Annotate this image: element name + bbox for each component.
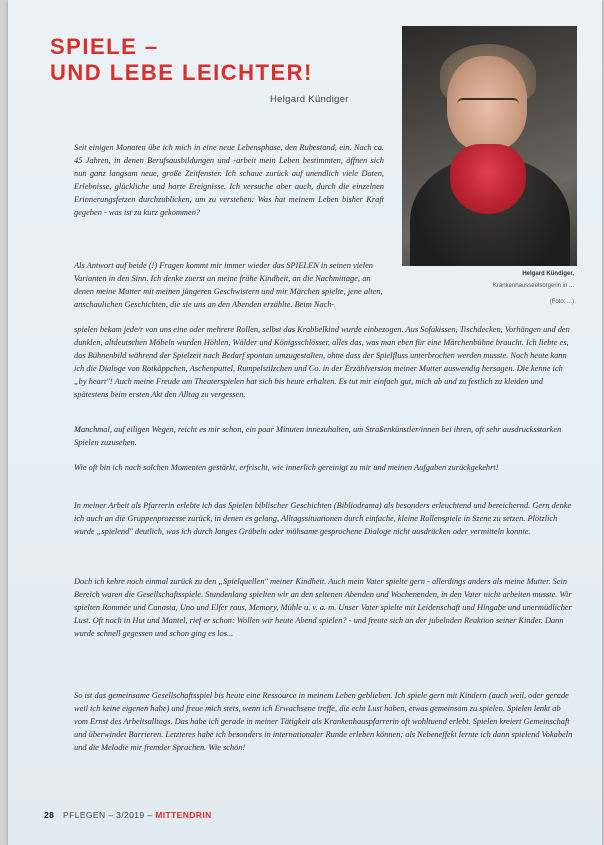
paragraph-1: Seit einigen Monaten übe ich mich in eine neue Lebensphase, den Ruhestand, ein. Nach ca. 45 Jahren, in denen Berufsausbildungen und -arbeit mein Leben bestimmten, öffnen sich nun ganz langsam neue, große Zeitfenster. Ich schaue zurück auf unendlich viele Daten, Erlebnisse, glückliche und harte Ereignisse. Ich versuche aber auch, durch die einzelnen Erinnerungsfetzen durchzublicken, um zu verstehen: Was hat meinem Leben bisher Kraft gegeben - was ist zu kurz gekommen? bbox=[74, 143, 384, 217]
magazine-brand: MITTENDRIN bbox=[155, 810, 212, 820]
author-name: Helgard Kündiger bbox=[270, 94, 349, 105]
paragraph-6: Doch ich kehre noch einmal zurück zu den „Spielquellen" meiner Kindheit. Auch mein Vater spielte gern - allerdings anders als meine Mutter. Sein Bereich waren die Gesellschaftsspiele. Stundenlang spielten wir an den seltenen Abenden und Wochenenden, in den Vater nicht arbeiten musste. Wir spielten Rommée und Canasta, Uno und Elfer raus, Memory, Mühle u. v. a. m. Unser Vater spielte mit Leidenschaft und Hingabe und unermüdlicher Lust. Oft noch in Hut und Mantel, rief er schon: Wollen wir heute Abend spielen? - und freute sich an der jubelnden Reaktion seiner Kinder. Dann wurde schnell gegessen und schon ging es los... bbox=[74, 577, 572, 638]
photo-credit: (Foto: ...) bbox=[549, 299, 574, 305]
photo-caption bbox=[408, 268, 574, 308]
page-number: 28 bbox=[44, 810, 55, 820]
paragraph-2-continued: spielen bekam jede/r von uns eine oder mehrere Rollen, selbst das Krabbelkind wurde einbezogen. Aus Sofakissen, Tischdecken, Vorhängen und den dunklen, altdeutschen Möbeln wurden Höhlen, Wälder und Königsschlösser, alles das, was man eben für eine Märchenbühne braucht. Ich liebte es, das Bühnenbild während der Spielzeit nach Bedarf spontan umzugestalten, ohne dass der Spielfluss unterbrochen werden musste. Noch heute kann ich die Dialoge von Rotkäppchen, Aschenputtel, Rumpelstilzchen und Co. in der Erzählversion meiner Mutter auswendig hersagen. Die kenne ich „by heart"! Auch meine Freude am Theaterspielen hat sich bis heute erhalten. Es tut mir einfach gut, mich ab und zu festlich zu kleiden und spätestens beim ersten Akt den Alltag zu vergessen. bbox=[74, 325, 570, 399]
paragraph-2: Als Antwort auf beide (!) Fragen kommt mir immer wieder das SPIELEN in seinen vielen Varianten in den Sinn. Ich denke zuerst an meine frühe Kindheit, an die Nachmittage, an denen meine Mutter mit meinen jüngeren Geschwistern und mir Märchen spielte, jene alten, anschaulichen Geschichten, die sie uns an den Abenden erzählte. Beim Nach- bbox=[74, 261, 383, 309]
title-line-2: UND LEBE LEICHTER! bbox=[50, 60, 313, 85]
paragraph-4: Wie oft bin ich nach solchen Momenten gestärkt, erfrischt, wie innerlich gereinigt zu mir und meinen Aufgaben zurückgekehrt! bbox=[74, 463, 499, 472]
article-title bbox=[50, 34, 313, 86]
paragraph-5: In meiner Arbeit als Pfarrerin erlebte ich das Spielen biblischer Geschichten (Bibliodrama) als besonders erleuchtend und bereichernd. Gern denke ich auch an die Gruppenprozesse zurück, in denen es gelang, Alltagssituationen durch einfache, kleine Rollenspiele in Szene zu setzen. Plötzlich wurde „spielend" deutlich, was ich durch langes Grübeln oder mühsame gesprochene Dialoge nicht ausdrücken oder vermitteln konnte. bbox=[74, 501, 572, 536]
paragraph-3: Manchmal, auf eiligen Wegen, reicht es mir schon, ein paar Minuten innezuhalten, um Straßenkünstler/innen bei ihren, oft sehr ausdrucksstarken Spielen zuzusehen. bbox=[74, 425, 562, 447]
caption-role: Krankenhausseelsorgerin in ... bbox=[492, 283, 574, 289]
page-footer bbox=[44, 810, 212, 820]
caption-name: Helgard Kündiger, bbox=[522, 271, 574, 277]
paragraph-7: So ist das gemeinsame Gesellschaftsspiel bis heute eine Ressource in meinem Leben geblieben. Ich spiele gern mit Kindern (auch weil, oder gerade weil ich keine eigenen habe) und freue mich stets, wenn ich Erwachsene treffe, die echt Lust haben, etwas gemeinsam zu spielen. Spielen lenkt ab vom Ernst des Arbeitsalltags. Das habe ich gerade in meiner Tätigkeit als Krankenhauspfarrerin oft wohltuend erlebt. Spielen kreiert Gemeinschaft und überwindet Barrieren. Letzteres habe ich besonders in internationaler Runde erleben können; als Nebeneffekt lernte ich dann spielend Vokabeln und die Melodie mir fremder Sprachen. Wie schön! bbox=[74, 691, 573, 752]
magazine-issue: PFLEGEN – 3/2019 – bbox=[63, 810, 153, 820]
title-line-1: SPIELE – bbox=[50, 34, 159, 59]
author-photo bbox=[402, 26, 577, 266]
magazine-page bbox=[8, 0, 602, 845]
